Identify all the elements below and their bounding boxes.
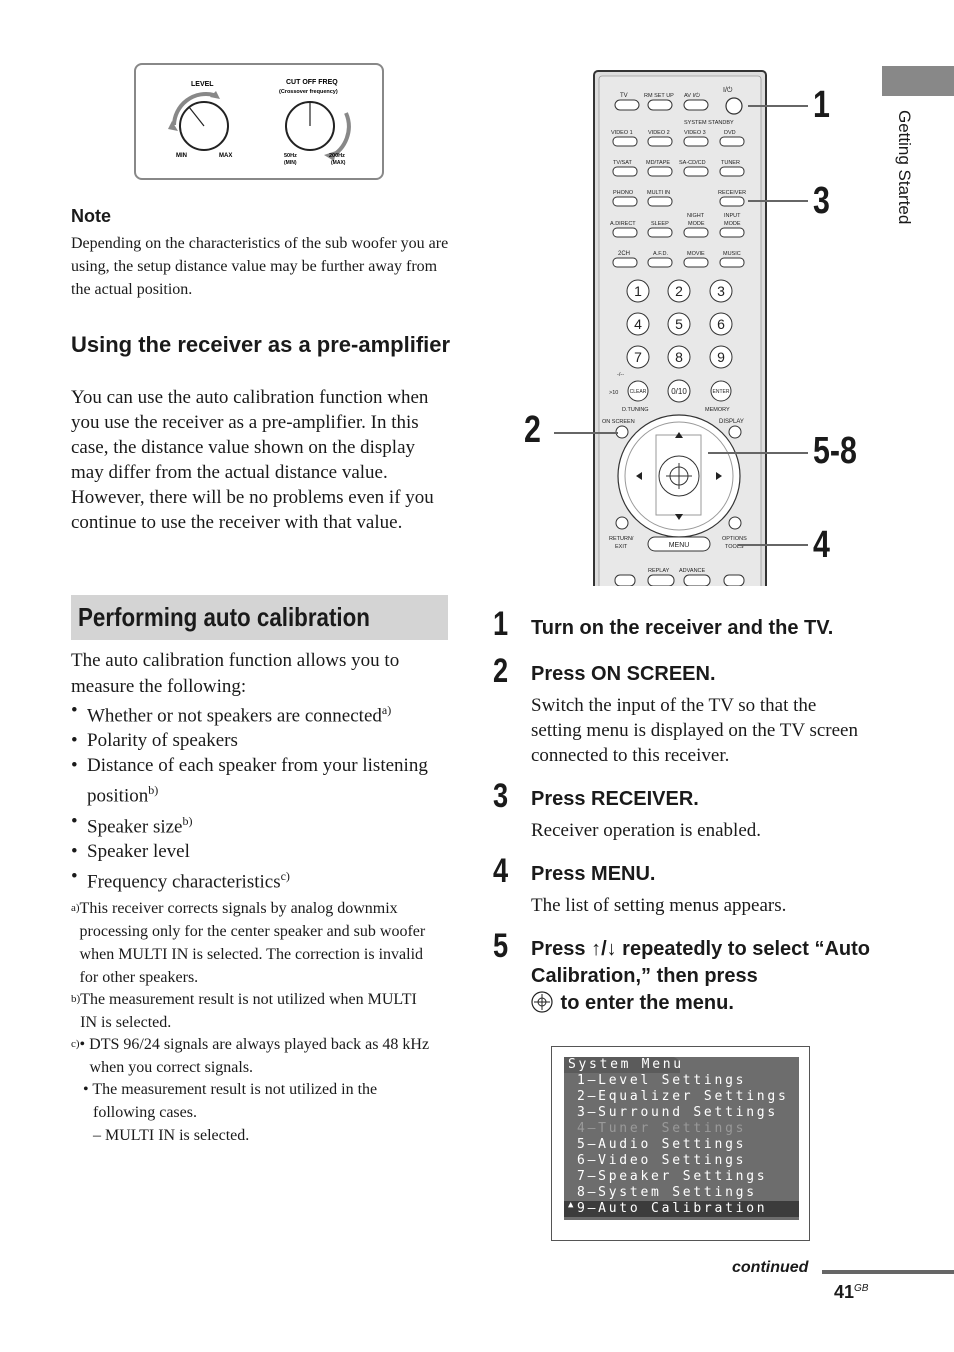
callout-5-8: 5-8 bbox=[813, 430, 857, 472]
system-standby-label: SYSTEM STANDBY bbox=[684, 120, 734, 126]
svg-text:1: 1 bbox=[634, 283, 642, 299]
svg-text:A.F.D.: A.F.D. bbox=[653, 251, 668, 257]
enter-button-icon bbox=[531, 991, 553, 1013]
auto-calibration-heading-box bbox=[71, 595, 448, 640]
cutoff-sub-label: (Crossover frequency) bbox=[279, 89, 338, 95]
freq-min-sub: (MIN) bbox=[284, 160, 297, 166]
page-number: $41^{GB}$ bbox=[834, 1282, 869, 1302]
callout-4: 4 bbox=[813, 524, 830, 566]
note-title: Note bbox=[71, 206, 111, 226]
svg-text:>10: >10 bbox=[609, 390, 619, 396]
footnote-c: $^{c)}$• DTS 96/24 signals are always played back as 48 kHz when you correct signals. bbox=[71, 1036, 430, 1076]
svg-text:SA-CD/CD: SA-CD/CD bbox=[679, 160, 706, 166]
list-item: • Speaker size$^{b)}$ bbox=[71, 809, 451, 839]
step-3-number: 3 bbox=[493, 777, 509, 815]
list-item: • Whether or not speakers are connected$^{a)}$ bbox=[71, 698, 451, 728]
step-3-body: Receiver operation is enabled. bbox=[531, 820, 762, 841]
cutoff-label: CUT OFF FREQ bbox=[286, 79, 338, 86]
svg-text:A.DIRECT: A.DIRECT bbox=[610, 221, 636, 227]
menu-item[interactable]: 2–Equalizer Settings bbox=[577, 1089, 789, 1104]
preamp-heading: Using the receiver as a pre-amplifier bbox=[71, 332, 451, 357]
svg-text:NIGHT: NIGHT bbox=[687, 213, 705, 219]
callout-3: 3 bbox=[813, 180, 830, 222]
tv-label: TV bbox=[620, 93, 628, 99]
menu-item[interactable]: 3–Surround Settings bbox=[577, 1105, 778, 1120]
footnote-c-sub: – MULTI IN is selected. bbox=[93, 1127, 250, 1144]
svg-text:MD/TAPE: MD/TAPE bbox=[646, 160, 671, 166]
footnote-c-item2: • The measurement result is not utilized in the following cases. bbox=[83, 1081, 378, 1121]
svg-text:VIDEO 1: VIDEO 1 bbox=[611, 130, 633, 136]
level-label: LEVEL bbox=[191, 81, 214, 88]
max-label: MAX bbox=[219, 153, 233, 159]
svg-text:6: 6 bbox=[717, 316, 725, 332]
svg-text:SLEEP: SLEEP bbox=[651, 221, 669, 227]
rm-setup-label: RM SET UP bbox=[644, 93, 674, 99]
min-label: MIN bbox=[176, 153, 187, 159]
svg-text:DISPLAY: DISPLAY bbox=[719, 419, 744, 425]
svg-text:2CH: 2CH bbox=[618, 251, 631, 257]
svg-text:ON SCREEN: ON SCREEN bbox=[602, 419, 635, 425]
svg-text:9: 9 bbox=[717, 349, 725, 365]
svg-text:INPUT: INPUT bbox=[724, 213, 741, 219]
step-1-title: Turn on the receiver and the TV. bbox=[531, 617, 834, 639]
svg-text:ENTER: ENTER bbox=[712, 389, 730, 395]
svg-text:-/--: -/-- bbox=[617, 372, 625, 378]
svg-text:5: 5 bbox=[675, 316, 683, 332]
step-5-number: 5 bbox=[493, 927, 509, 965]
svg-text:CLEAR: CLEAR bbox=[629, 389, 647, 395]
freq-max-sub: (MAX) bbox=[331, 160, 346, 166]
svg-text:VIDEO 3: VIDEO 3 bbox=[684, 130, 706, 136]
list-item: • Distance of each speaker from your listening position$^{b)}$ bbox=[71, 753, 451, 808]
list-item: • Polarity of speakers bbox=[71, 728, 451, 753]
svg-text:OPTIONS: OPTIONS bbox=[722, 536, 747, 542]
step-4-body: The list of setting menus appears. bbox=[531, 895, 787, 916]
step-2-title: Press ON SCREEN. bbox=[531, 663, 716, 685]
up-down-arrows-icon: ↑/↓ bbox=[591, 938, 617, 960]
note-body: Depending on the characteristics of the sub woofer you are using, the setup distance value may be further away from the actual position. bbox=[71, 235, 449, 298]
callout-lines bbox=[540, 80, 830, 560]
footnote-b: $^{b)}$The measurement result is not utilized when MULTI IN is selected. bbox=[71, 991, 417, 1031]
step-2-number: 2 bbox=[493, 652, 509, 690]
svg-text:MENU: MENU bbox=[668, 542, 690, 549]
step-4-title: Press MENU. bbox=[531, 863, 656, 885]
freq-min-label: 50Hz bbox=[284, 153, 297, 159]
svg-text:3: 3 bbox=[717, 283, 725, 299]
menu-item-selected[interactable]: 9–Auto Calibration bbox=[577, 1201, 768, 1216]
measurement-list bbox=[71, 698, 451, 894]
subwoofer-knob-figure bbox=[134, 63, 384, 180]
svg-text:PHONO: PHONO bbox=[613, 190, 634, 196]
menu-item[interactable]: 6–Video Settings bbox=[577, 1153, 747, 1168]
svg-text:MEMORY: MEMORY bbox=[705, 407, 730, 413]
power-label: I/⏻ bbox=[723, 87, 733, 94]
system-menu-panel bbox=[564, 1057, 799, 1220]
step-2-body: Switch the input of the TV so that the setting menu is displayed on the TV screen connected to this receiver. bbox=[531, 695, 858, 766]
menu-item[interactable]: 7–Speaker Settings bbox=[577, 1169, 768, 1184]
freq-max-label: 200Hz bbox=[329, 153, 345, 159]
list-item: • Speaker level bbox=[71, 839, 451, 864]
menu-item[interactable]: 1–Level Settings bbox=[577, 1073, 747, 1088]
continued-label: continued bbox=[732, 1259, 809, 1276]
svg-text:RECEIVER: RECEIVER bbox=[718, 190, 747, 196]
svg-text:D.TUNING: D.TUNING bbox=[622, 407, 649, 413]
svg-text:MULTI IN: MULTI IN bbox=[647, 190, 671, 196]
step-1-number: 1 bbox=[493, 605, 509, 643]
system-menu-title: System Menu bbox=[568, 1057, 684, 1072]
menu-item[interactable]: 5–Audio Settings bbox=[577, 1137, 747, 1152]
section-tab-label: Getting Started bbox=[895, 110, 914, 225]
continued-bar bbox=[822, 1270, 954, 1274]
svg-text:EXIT: EXIT bbox=[615, 544, 628, 550]
step-4-number: 4 bbox=[493, 852, 509, 890]
auto-calibration-heading: Performing auto calibration bbox=[78, 602, 370, 632]
svg-text:2: 2 bbox=[675, 283, 683, 299]
step-3-title: Press RECEIVER. bbox=[531, 788, 699, 810]
section-tab-marker bbox=[882, 66, 954, 96]
preamp-body: You can use the auto calibration function when you use the receiver as a pre-amplifier. In this case, the distance value shown on the display may differ from the actual distance value. However, there will be no problems even if you continue to use the receiver with that value. bbox=[71, 387, 434, 533]
svg-text:VIDEO 2: VIDEO 2 bbox=[648, 130, 670, 136]
svg-text:4: 4 bbox=[634, 316, 642, 332]
svg-text:TOOLS: TOOLS bbox=[725, 544, 744, 550]
svg-text:8: 8 bbox=[675, 349, 683, 365]
system-menu-title-tab bbox=[564, 1057, 684, 1073]
svg-text:7: 7 bbox=[634, 349, 642, 365]
svg-text:REPLAY: REPLAY bbox=[648, 568, 670, 574]
callout-2: 2 bbox=[524, 409, 541, 451]
svg-text:RETURN/: RETURN/ bbox=[609, 536, 634, 542]
svg-text:TUNER: TUNER bbox=[721, 160, 740, 166]
menu-item[interactable]: 8–System Settings bbox=[577, 1185, 757, 1200]
menu-item-disabled: 4–Tuner Settings bbox=[577, 1121, 747, 1136]
list-item: • Frequency characteristics$^{c)}$ bbox=[71, 864, 451, 894]
system-menu-screen bbox=[551, 1046, 810, 1241]
auto-calibration-intro: The auto calibration function allows you to measure the following: bbox=[71, 650, 400, 697]
callout-1: 1 bbox=[813, 84, 830, 126]
step-5-title: Press ↑/↓ repeatedly to select “Auto Calibration,” then press to enter the menu. bbox=[531, 938, 871, 1014]
footnote-a: $^{a)}$This receiver corrects signals by analog downmix processing only for the center speaker and sub woofer when MULTI IN is selected. The correction is invalid for other speakers. bbox=[71, 900, 426, 986]
svg-text:DVD: DVD bbox=[724, 130, 736, 136]
av-power-label: AV I/⏻ bbox=[684, 93, 700, 99]
svg-text:MODE: MODE bbox=[724, 221, 741, 227]
svg-text:0/10: 0/10 bbox=[671, 387, 687, 396]
system-menu-list bbox=[577, 1073, 789, 1217]
svg-text:MODE: MODE bbox=[688, 221, 705, 227]
svg-text:MOVIE: MOVIE bbox=[687, 251, 705, 257]
selection-cursor-icon: ▲ bbox=[568, 1200, 574, 1210]
svg-text:TV/SAT: TV/SAT bbox=[613, 160, 632, 166]
svg-text:ADVANCE: ADVANCE bbox=[679, 568, 706, 574]
svg-text:MUSIC: MUSIC bbox=[723, 251, 741, 257]
